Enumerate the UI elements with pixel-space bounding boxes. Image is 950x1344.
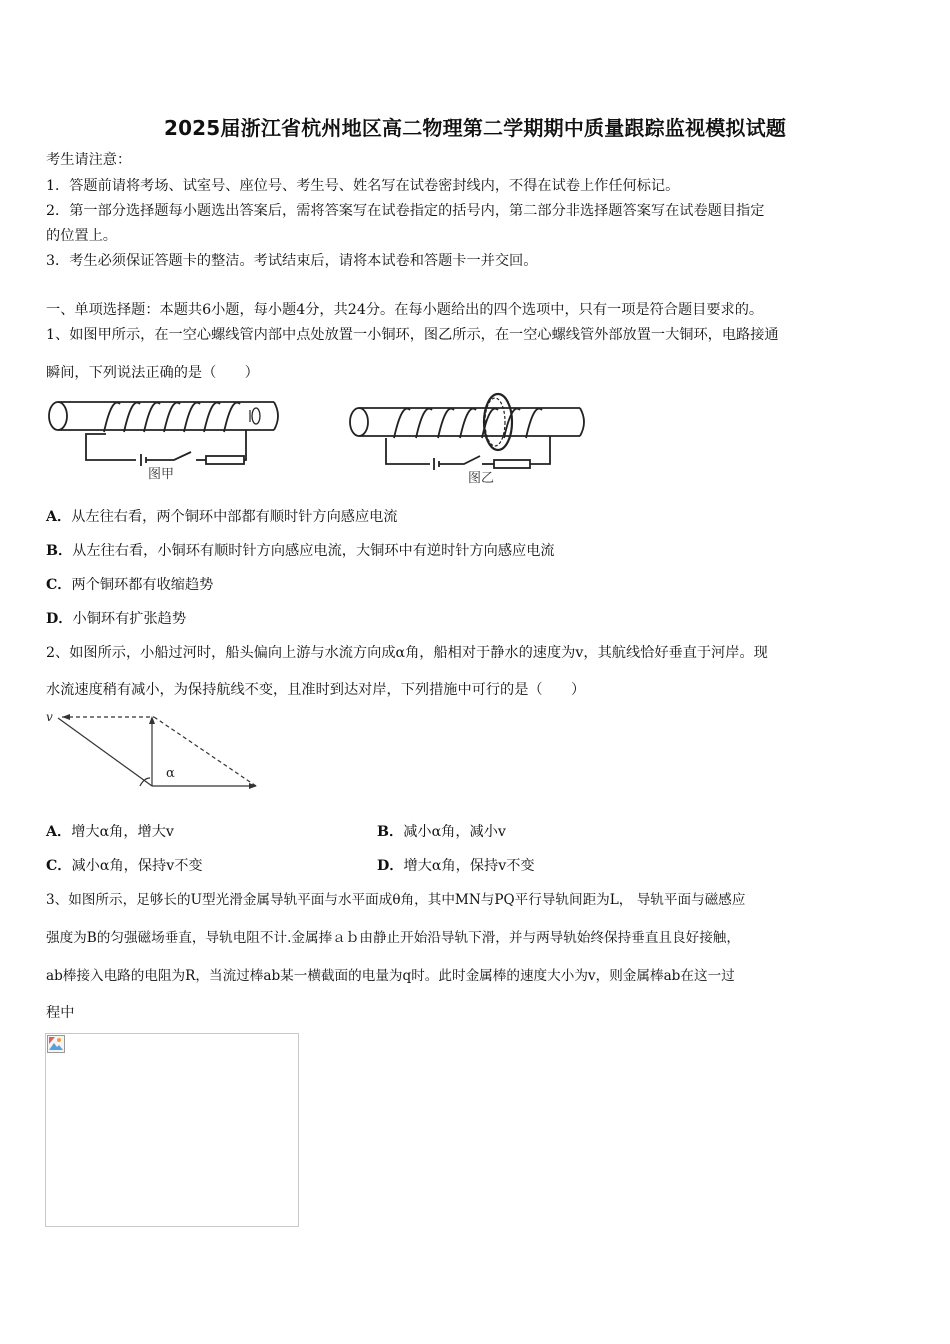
figure-b-label: 图乙 [468,471,495,486]
q1-figure-a [46,392,286,484]
q3-stem-line-1: 3、如图所示，足够长的U型光滑金属导轨平面与水平面成θ角，其中MN与PQ平行导轨间距为L， 导轨平面与磁感应 [46,892,746,908]
alpha-label: α [166,766,175,781]
notice-item-1: 1．答题前请将考场、试室号、座位号、考生号、姓名写在试卷密封线内，不得在试卷上作任何标记。 [46,178,680,194]
section-heading: 一、单项选择题：本题共6小题，每小题4分，共24分。在每小题给出的四个选项中，只有一项是符合题目要求的。 [46,302,764,318]
q3-stem-line-2: 强度为B的匀强磁场垂直，导轨电阻不计.金属捧ａｂ由静止开始沿导轨下滑，并与两导轨始终保持垂直且良好接触， [46,930,740,946]
notice-item-3: 3．考生必须保证答题卡的整洁。考试结束后，请将本试卷和答题卡一并交回。 [46,253,538,269]
q2-stem-line-2: 水流速度稍有减小，为保持航线不变，且准时到达对岸，下列措施中可行的是（ ） [46,682,586,698]
q2-option-a: A．增大α角，增大v [46,824,174,840]
q2-stem-line-1: 2、如图所示，小船过河时，船头偏向上游与水流方向成α角，船相对于静水的速度为v，其航线恰好垂直于河岸。现 [46,645,768,661]
q1-figure-b [346,392,591,488]
q1-stem-line-1: 1、如图甲所示，在一空心螺线管内部中点处放置一小铜环，图乙所示，在一空心螺线管外部放置一大铜环，电路接通 [46,327,779,343]
notice-item-2-cont: 的位置上。 [46,228,117,244]
q1-option-b: B．从左往右看，小铜环有顺时针方向感应电流，大铜环中有逆时针方向感应电流 [46,543,555,559]
notice-item-2: 2．第一部分选择题每小题选出答案后，需将答案写在试卷指定的括号内，第二部分非选择题答案写在试卷题目指定 [46,203,765,219]
q2-figure [44,706,264,794]
q2-option-d: D．增大α角，保持v不变 [377,858,535,874]
q1-option-a: A．从左往右看，两个铜环中部都有顺时针方向感应电流 [46,509,398,525]
velocity-label: v [46,710,53,724]
q1-option-c: C．两个铜环都有收缩趋势 [46,577,214,593]
figure-a-label: 图甲 [148,467,175,482]
q1-option-d: D．小铜环有扩张趋势 [46,611,187,627]
q3-stem-line-4: 程中 [46,1005,75,1021]
q3-stem-line-3: ab棒接入电路的电阻为R，当流过棒ab某一横截面的电量为q时。此时金属棒的速度大小为v，则金属棒ab在这一过 [46,968,735,984]
q3-figure-placeholder [45,1033,299,1227]
q2-option-b: B．减小α角，减小v [377,824,506,840]
broken-image-icon [47,1035,65,1053]
page-title: 2025届浙江省杭州地区高二物理第二学期期中质量跟踪监视模拟试题 [163,116,787,140]
q1-stem-line-2: 瞬间，下列说法正确的是（ ） [46,365,259,381]
q2-option-c: C．减小α角，保持v不变 [46,858,203,874]
notice-heading: 考生请注意： [46,152,132,168]
